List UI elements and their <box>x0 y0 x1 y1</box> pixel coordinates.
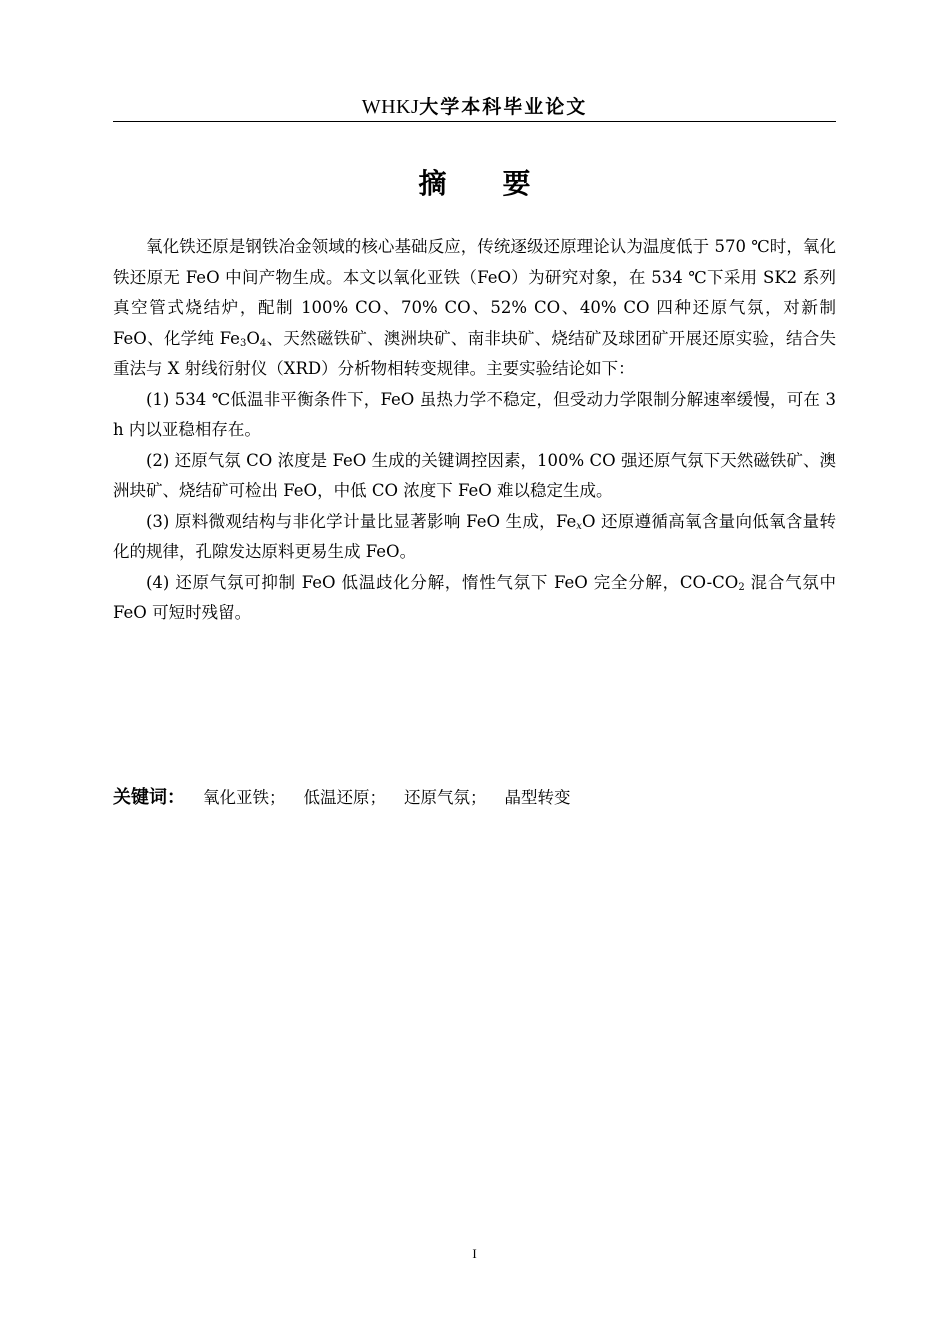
header-latin: WHKJ <box>361 96 420 118</box>
fe3o4-sub-3: 3 <box>239 337 247 349</box>
title-char-2: 要 <box>502 167 531 200</box>
conclusion-4 <box>113 568 836 629</box>
fe3o4-o: O <box>246 328 260 348</box>
keywords-label: 关键词： <box>113 787 185 808</box>
conclusion-4-part-b: 混合气氛中 FeO 可短时残留。 <box>113 572 836 622</box>
keyword-item: 氧化亚铁； <box>203 788 286 807</box>
page-header <box>113 94 836 120</box>
keyword-item: 还原气氛； <box>404 788 487 807</box>
conclusion-3-part-a: (3) 原料微观结构与非化学计量比显著影响 FeO 生成，Fe <box>146 511 577 531</box>
conclusion-3 <box>113 507 836 568</box>
keywords-line <box>113 783 836 813</box>
header-title: 大学本科毕业论文 <box>419 96 588 118</box>
conclusion-1: (1) 534 ℃低温非平衡条件下，FeO 虽热力学不稳定，但受动力学限制分解速率缓慢，可在 3 h 内以亚稳相存在。 <box>113 389 836 439</box>
title-char-1: 摘 <box>418 167 447 200</box>
fe3o4-fe: Fe <box>219 328 240 348</box>
keyword-item: 低温还原； <box>303 788 386 807</box>
header-rule <box>113 121 836 122</box>
intro-rest-text: 、天然磁铁矿、澳洲块矿、南非块矿、烧结矿及球团矿开展还原实验，结合失重法与 X 射线衍射仪（XRD）分析物相转变规律。主要实验结论如下： <box>113 328 836 378</box>
abstract-intro-paragraph <box>113 232 836 385</box>
abstract-title <box>113 164 836 204</box>
conclusion-3-part-b: O 还原遵循高氧含量向低氧含量转化的规律，孔隙发达原料更易生成 FeO。 <box>113 511 836 561</box>
abstract-body <box>113 232 836 629</box>
fe3o4-sub-4: 4 <box>259 337 267 349</box>
page-number: I <box>472 1246 477 1261</box>
conclusion-3-sub-x: x <box>576 520 582 532</box>
conclusion-4-sub-2: 2 <box>738 581 745 593</box>
conclusion-2: (2) 还原气氛 CO 浓度是 FeO 生成的关键调控因素，100% CO 强还原气氛下天然磁铁矿、澳洲块矿、烧结矿可检出 FeO，中低 CO 浓度下 FeO 难以稳定生成。 <box>113 450 836 500</box>
intro-text: 氧化铁还原是钢铁冶金领域的核心基础反应，传统逐级还原理论认为温度低于 570 ℃时，氧化铁还原无 FeO 中间产物生成。本文以氧化亚铁（FeO）为研究对象，在 534 ℃下采用 SK2 系列真空管式烧结炉，配制 100% CO、70% CO、52% CO、40% CO 四种还原气氛，对新制 FeO、化学纯 <box>113 237 836 348</box>
conclusion-4-part-a: (4) 还原气氛可抑制 FeO 低温歧化分解，惰性气氛下 FeO 完全分解，CO-CO <box>146 572 739 592</box>
keyword-item: 晶型转变 <box>504 788 571 807</box>
